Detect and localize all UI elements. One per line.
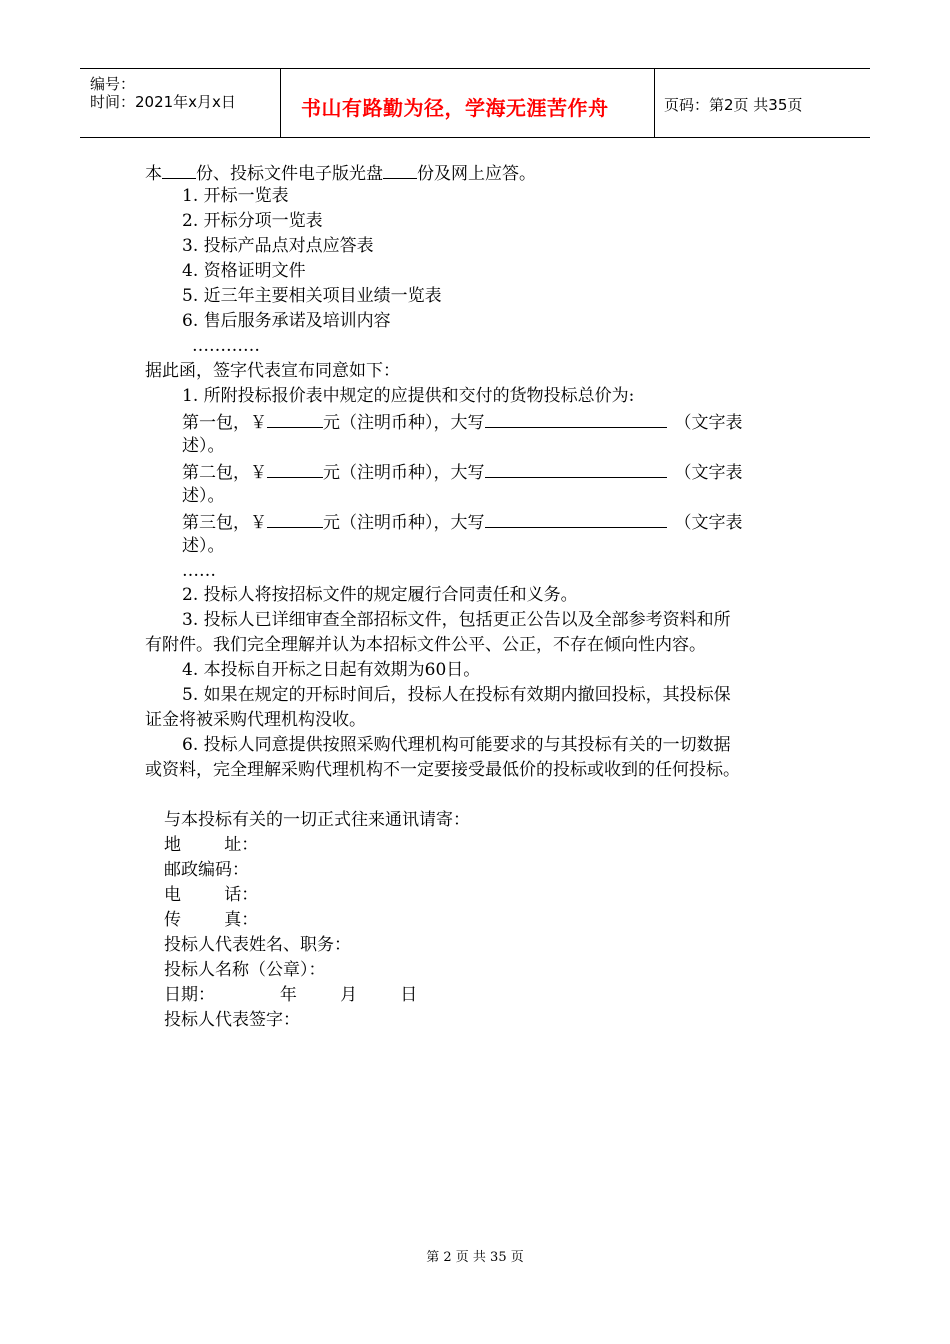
- address-field: 地 址：: [164, 835, 259, 855]
- paragraph: 1. 所附投标报价表中规定的应提供和交付的货物投标总价为:: [182, 386, 635, 406]
- paragraph: 2. 投标人将按招标文件的规定履行合同责任和义务。: [182, 585, 578, 605]
- blank: [267, 460, 323, 478]
- blank: [267, 410, 323, 428]
- declaration: 据此函，签字代表宣布同意如下：: [145, 361, 400, 381]
- list-item: 2. 开标分项一览表: [182, 211, 323, 231]
- list-item: 4. 资格证明文件: [182, 261, 306, 281]
- paragraph: 4. 本投标自开标之日起有效期为60日。: [182, 660, 481, 680]
- paragraph: 6. 投标人同意提供按照采购代理机构可能要求的与其投标有关的一切数据: [182, 735, 731, 755]
- paragraph: 证金将被采购代理机构没收。: [145, 710, 366, 730]
- header-page-cell: [654, 69, 870, 137]
- header-motto: 书山有路勤为径，学海无涯苦作舟: [301, 96, 609, 120]
- representative-field: 投标人代表姓名、职务：: [164, 935, 351, 955]
- package-price-line: 第一包，￥ 元（注明币种），大写 （文字表: [182, 410, 743, 434]
- list-item: 1. 开标一览表: [182, 186, 289, 206]
- document-date: 时间：2021年x月x日: [90, 93, 236, 111]
- blank: [267, 510, 323, 528]
- zip-field: 邮政编码：: [164, 860, 249, 880]
- paragraph: 3. 投标人已详细审查全部招标文件，包括更正公告以及全部参考资料和所: [182, 610, 731, 630]
- paragraph: 或资料，完全理解采购代理机构不一定要接受最低价的投标或收到的任何投标。: [145, 760, 740, 780]
- ellipsis: …………: [192, 336, 260, 356]
- package-price-line: 第二包，￥ 元（注明币种），大写 （文字表: [182, 460, 743, 484]
- contact-intro: 与本投标有关的一切正式往来通讯请寄：: [164, 810, 470, 830]
- date-field: 日期： 年 月 日: [164, 985, 418, 1005]
- fax-field: 传 真：: [164, 910, 259, 930]
- header-motto-cell: [280, 69, 655, 137]
- package-price-line-end: 述）。: [182, 536, 225, 556]
- paragraph: 5. 如果在规定的开标时间后，投标人在投标有效期内撤回投标，其投标保: [182, 685, 731, 705]
- header-meta: [80, 69, 280, 137]
- page-footer: 第 2 页 共 35 页: [426, 1250, 524, 1265]
- copies-line: 本 份、投标文件电子版光盘 份及网上应答。: [145, 161, 536, 185]
- list-item: 6. 售后服务承诺及培训内容: [182, 311, 391, 331]
- list-item: 3. 投标产品点对点应答表: [182, 236, 374, 256]
- blank: [485, 410, 667, 428]
- signature-field: 投标人代表签字：: [164, 1010, 300, 1030]
- page-header: [80, 68, 870, 138]
- package-price-line-end: 述）。: [182, 436, 225, 456]
- blank: [162, 161, 196, 179]
- ellipsis: ……: [182, 561, 216, 581]
- header-page-number: 页码：第2页 共35页: [664, 96, 803, 114]
- package-price-line: 第三包，￥ 元（注明币种），大写 （文字表: [182, 510, 743, 534]
- paragraph: 有附件。我们完全理解并认为本招标文件公平、公正，不存在倾向性内容。: [145, 635, 706, 655]
- bidder-name-field: 投标人名称（公章）：: [164, 960, 326, 980]
- phone-field: 电 话：: [164, 885, 259, 905]
- list-item: 5. 近三年主要相关项目业绩一览表: [182, 286, 442, 306]
- package-price-line-end: 述）。: [182, 486, 225, 506]
- blank: [485, 510, 667, 528]
- blank: [485, 460, 667, 478]
- blank: [383, 161, 417, 179]
- document-number: 编号：: [90, 75, 136, 93]
